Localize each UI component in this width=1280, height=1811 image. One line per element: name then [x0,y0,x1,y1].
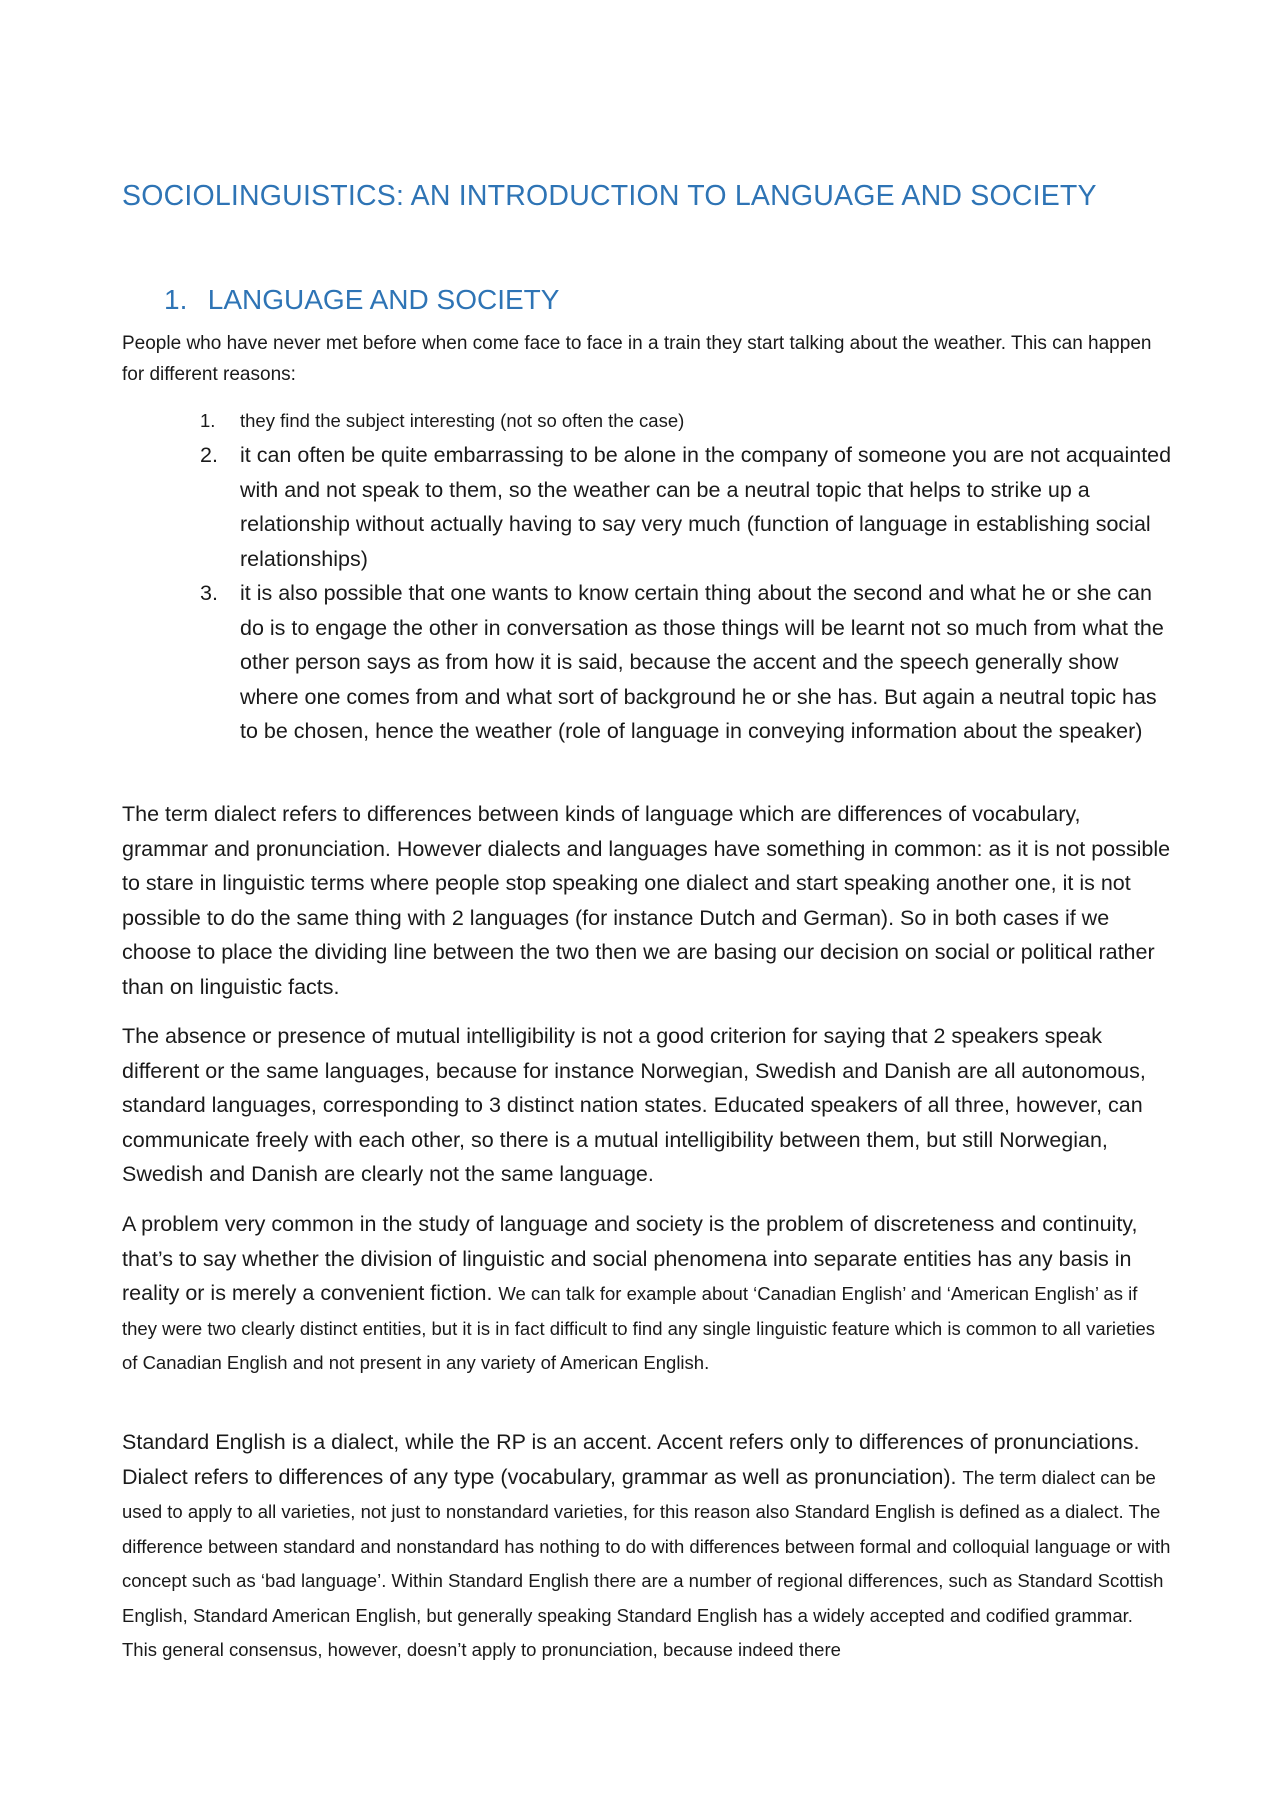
list-item [122,438,1172,576]
section-heading [164,284,559,316]
paragraph-mutual-intelligibility [122,1019,1172,1192]
list-item-text: it is also possible that one wants to know certain thing about the second and what he or she can do is to engage the other in conversation as those things will be learnt not so much from what the other person says as from how it is said, because the accent and the speech generally show where one comes from and what sort of background he or she has. But again a neutral topic has to be chosen, hence the weather (role of language in conveying information about the speaker) [240,581,1164,743]
reasons-list [122,406,1172,749]
list-item-text: they find the subject interesting (not so often the case) [240,410,685,431]
list-marker: 2. [200,443,218,467]
paragraph-text-small: The term dialect can be used to apply to all varieties, not just to nonstandard varieties, for this reason also Standard English is defined as a dialect. The difference between standard and nonstandard has nothing to do with differences between formal and colloquial language or with concept such as ‘bad language’. Within Standard English there are a number of regional differences, such as Standard Scottish English, Standard American English, but generally speaking Standard English has a widely accepted and codified grammar. This general consensus, however, doesn’t apply to pronunciation, because indeed there [122,1466,1171,1660]
list-marker: 3. [200,581,218,605]
paragraph-text-small: We can talk for example about ‘Canadian English’ and ‘American English’ as if they were two clearly distinct entities, but it is in fact difficult to find any single linguistic feature which is common to all varieties of Canadian English and not present in any variety of American English. [122,1283,1156,1373]
document-title: SOCIOLINGUISTICS: AN INTRODUCTION TO LANGUAGE AND SOCIETY [122,180,1097,212]
section-heading-text: LANGUAGE AND SOCIETY [207,284,560,315]
intro-paragraph: People who have never met before when come face to face in a train they start talking about the weather. This can happen for different reasons: [122,333,1152,385]
list-item [122,576,1172,749]
section-number: 1. [164,284,188,315]
paragraph-text: The term dialect refers to differences between kinds of language which are differences of vocabulary, grammar and pronunciation. However dialects and languages have something in common: as it is not possible to stare in linguistic terms where people stop speaking one dialect and start speaking another one, it is not possible to do the same thing with 2 languages (for instance Dutch and German). So in both cases if we choose to place the dividing line between the two then we are basing our decision on social or political rather than on linguistic facts. [122,802,1171,999]
paragraph-discreteness [122,1207,1172,1380]
list-item-text: it can often be quite embarrassing to be alone in the company of someone you are not acquainted with and not speak to them, so the weather can be a neutral topic that helps to strike up a relationship without actually having to say very much (function of language in establishing social relationships) [240,443,1172,571]
paragraph-dialect-definition [122,797,1172,1004]
list-marker: 1. [200,410,216,431]
paragraph-text: The absence or presence of mutual intelligibility is not a good criterion for saying that 2 speakers speak different or the same languages, because for instance Norwegian, Swedish and Danish are all autonomous, standard languages, corresponding to 3 distinct nation states. Educated speakers of all three, however, can communicate freely with each other, so there is a mutual intelligibility between them, but still Norwegian, Swedish and Danish are clearly not the same language. [122,1024,1146,1186]
list-item [122,406,1172,436]
paragraph-text: Standard English is a dialect, while the RP is an accent. Accent refers only to differences of pronunciations. Dialect refers to differences of any type (vocabulary, grammar as well as pronunciation). [122,1430,1140,1489]
paragraph-text: A problem very common in the study of language and society is the problem of discreteness and continuity, that’s to say whether the division of linguistic and social phenomena into separate entities has any basis in reality or is merely a convenient fiction. [122,1212,1138,1305]
paragraph-standard-english [122,1425,1172,1667]
